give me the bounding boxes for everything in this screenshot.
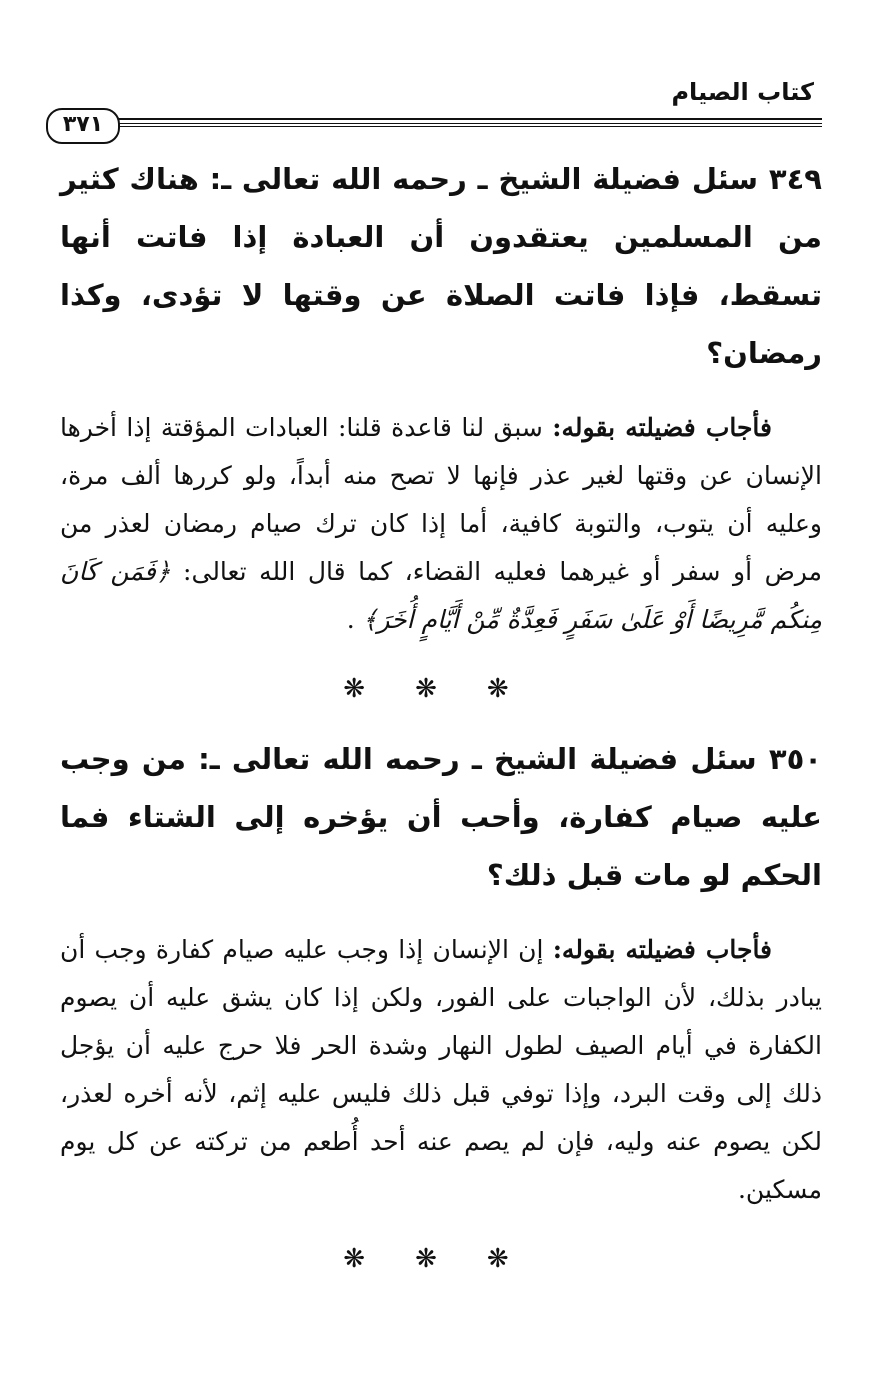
separator-star-icon: ❋ xyxy=(415,674,467,704)
separator-star-icon: ❋ xyxy=(343,1244,396,1274)
answer-349-end: . xyxy=(346,605,363,634)
separator-star-icon: ❋ xyxy=(415,1244,467,1274)
quran-verse: ﴿فَمَن كَانَ مِنكُم مَّرِيضًا أَوْ عَلَىٰ سَفَرٍ فَعِدَّةٌ مِّنْ أَيَّامٍ أُخَرَ﴾ xyxy=(60,557,822,634)
section-separator-2 xyxy=(60,1244,822,1274)
separator-star-icon: ❋ xyxy=(486,674,539,704)
question-349: ٣٤٩ سئل فضيلة الشيخ ـ رحمه الله تعالى ـ: هناك كثير من المسلمين يعتقدون أن العبادة إذا فاتت أنها تسقط، فإذا فاتت الصلاة عن وقتها لا تؤدى، وكذا رمضان؟ xyxy=(60,162,822,370)
page-content xyxy=(60,150,822,1300)
header-rule xyxy=(110,118,822,124)
separator-star-icon: ❋ xyxy=(343,674,396,704)
page-number: ٣٧١ xyxy=(46,108,120,144)
answer-349-body: سبق لنا قاعدة قلنا: العبادات المؤقتة إذا أخرها الإنسان عن وقتها لغير عذر فإنها لا تصح منه أبداً، ولو كررها ألف مرة، وعليه أن يتوب، والتوبة كافية، أما إذا كان ترك صيام رمضان لعذر من مرض أو سفر أو غيرهما فعليه القضاء، كما قال الله تعالى: xyxy=(60,413,822,586)
separator-star-icon: ❋ xyxy=(486,1244,539,1274)
answer-349-lead: فأجاب فضيلته بقوله: xyxy=(552,413,773,442)
answer-350 xyxy=(60,926,822,1214)
running-header xyxy=(40,70,822,140)
answer-350-body: إن الإنسان إذا وجب عليه صيام كفارة وجب أن يبادر بذلك، لأن الواجبات على الفور، ولكن إذا كان يشق عليه أن يصوم الكفارة في أيام الصيف لطول النهار وشدة الحر فلا حرج عليه أن يؤجل ذلك إلى وقت البرد، وإذا توفي قبل ذلك فليس عليه إثم، لأنه أخره لعذر، لكن يصوم عنه وليه، فإن لم يصم عنه أحد أُطعم من تركته عن كل يوم مسكين. xyxy=(60,935,822,1204)
header-rule-thin xyxy=(110,126,822,127)
answer-350-lead: فأجاب فضيلته بقوله: xyxy=(552,935,773,964)
question-350: ٣٥٠ سئل فضيلة الشيخ ـ رحمه الله تعالى ـ: من وجب عليه صيام كفارة، وأحب أن يؤخره إلى الشتاء فما الحكم لو مات قبل ذلك؟ xyxy=(60,742,822,892)
answer-349 xyxy=(60,404,822,644)
section-separator-1 xyxy=(60,674,822,704)
book-title: كتاب الصيام xyxy=(671,78,814,106)
